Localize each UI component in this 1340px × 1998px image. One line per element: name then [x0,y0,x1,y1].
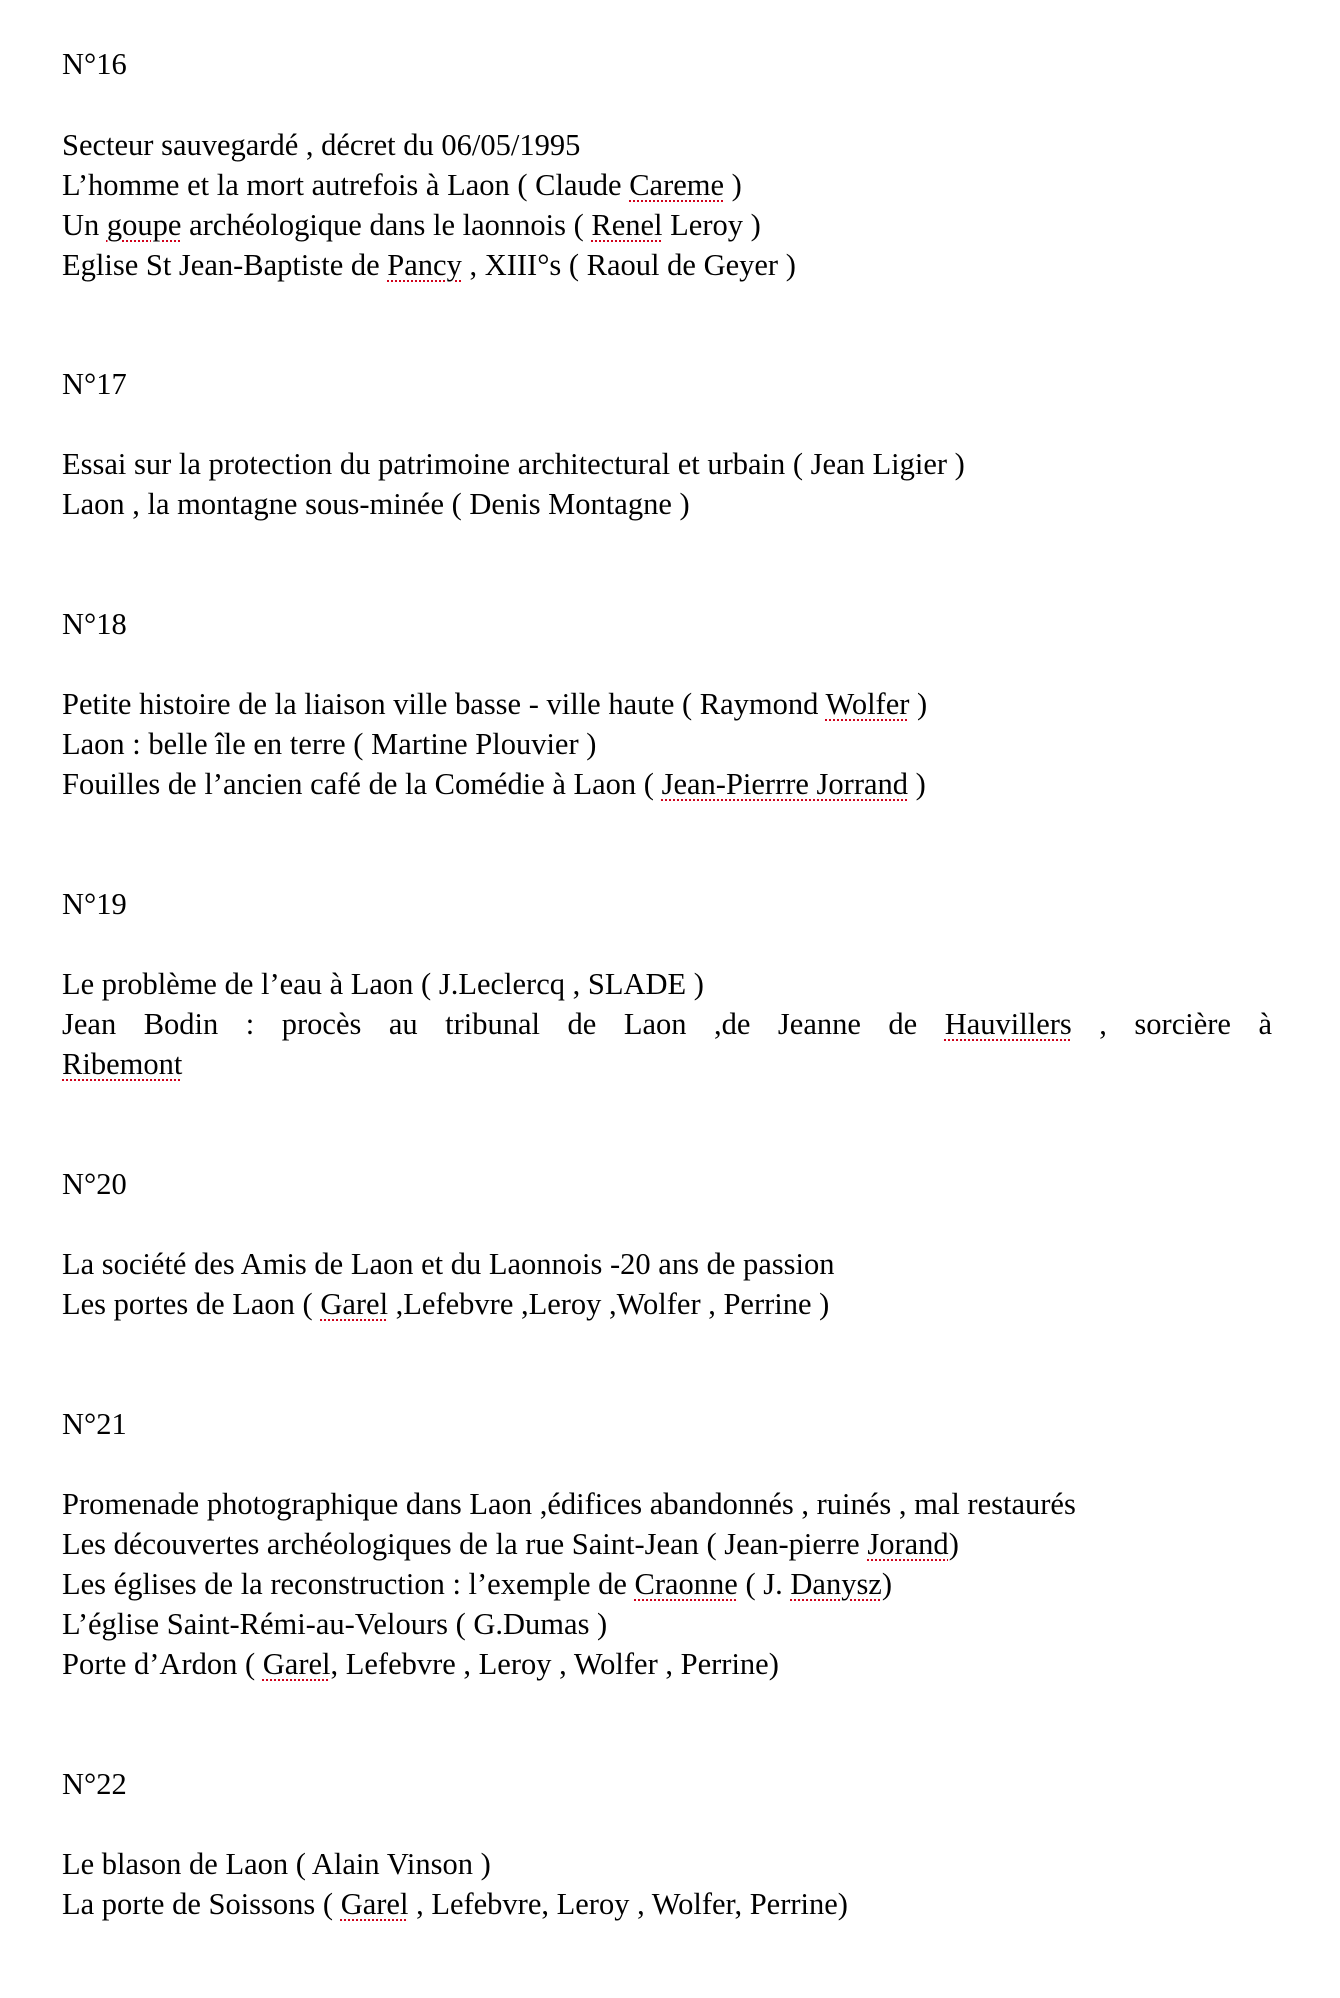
article-entry [62,1524,959,1564]
entry-text: ) [948,1527,959,1561]
entry-text: Le blason de Laon ( Alain Vinson ) [62,1847,491,1881]
spellcheck-word: goupe [106,208,182,242]
spellcheck-word: Garel [320,1287,389,1321]
issue-heading: N°22 [62,1767,127,1801]
entry-text: Les découvertes archéologiques de la rue Saint-Jean ( Jean-pierre [62,1527,868,1561]
entry-text: ) [908,767,926,801]
entry-text: ( J. [737,1567,791,1601]
entry-text: Laon , la montagne sous-minée ( Denis Montagne ) [62,487,690,521]
entry-text: L’homme et la mort autrefois à Laon ( Claude [62,168,630,202]
entry-text: Essai sur la protection du patrimoine architectural et urbain ( Jean Ligier ) [62,447,965,481]
issue-heading: N°18 [62,607,127,641]
entry-text: Les églises de la reconstruction : l’exemple de [62,1567,635,1601]
spellcheck-word: Wolfer [825,687,910,721]
article-entry [62,1484,1076,1524]
spellcheck-word: Ribemont [62,1047,183,1081]
entry-text: La porte de Soissons ( [62,1887,341,1921]
issue-heading: N°17 [62,367,127,401]
article-entry [62,245,796,285]
entry-text: ,Lefebvre ,Leroy ,Wolfer , Perrine ) [388,1287,830,1321]
entry-text: Leroy ) [662,208,761,242]
issue-heading: N°19 [62,887,127,921]
article-entry [62,1604,607,1644]
entry-text: Petite histoire de la liaison ville basse - ville haute ( Raymond [62,687,826,721]
entry-text: Fouilles de l’ancien café de la Comédie à Laon ( [62,767,662,801]
article-entry [62,684,927,724]
spellcheck-word: Renel [591,208,663,242]
spellcheck-word: Garel [340,1887,409,1921]
article-entry [62,764,926,804]
article-entry [62,724,596,764]
article-entry [62,484,690,524]
article-entry [62,1844,491,1884]
spellcheck-word: Craonne [634,1567,738,1601]
entry-text: archéologique dans le laonnois ( [181,208,592,242]
issue-heading: N°16 [62,47,127,81]
entry-text: Les portes de Laon ( [62,1287,321,1321]
article-entry [62,1244,835,1284]
article-entry [62,964,704,1004]
article-entry-continuation [62,1044,182,1084]
entry-text: Eglise St Jean-Baptiste de [62,248,388,282]
entry-text: La société des Amis de Laon et du Laonnois -20 ans de passion [62,1247,835,1281]
entry-text: ) [881,1567,893,1601]
entry-text: Un [62,208,107,242]
article-entry [62,1564,892,1604]
issue-heading: N°20 [62,1167,127,1201]
entry-text: Porte d’Ardon ( [62,1647,263,1681]
entry-text: Promenade photographique dans Laon ,édifices abandonnés , ruinés , mal restaurés [62,1487,1076,1521]
spellcheck-word: Careme [629,168,725,202]
entry-text: ) [909,687,928,721]
spellcheck-word: Danysz [790,1567,882,1601]
entry-text: , Lefebvre, Leroy , Wolfer, Perrine) [408,1887,848,1921]
spellcheck-word: Jean-Pierrre Jorrand [661,767,909,801]
entry-text: Laon : belle île en terre ( Martine Plouvier ) [62,727,597,761]
article-entry [62,1004,1272,1044]
entry-text: , sorcière à [1071,1007,1272,1041]
entry-text: , Lefebvre , Leroy , Wolfer , Perrine) [330,1647,779,1681]
entry-text: Le problème de l’eau à Laon ( J.Leclercq , SLADE ) [62,967,704,1001]
issue-heading: N°21 [62,1407,127,1441]
entry-text: ) [724,168,742,202]
spellcheck-word: Garel [262,1647,331,1681]
spellcheck-word: Hauvillers [944,1007,1072,1041]
entry-text: , XIII°s ( Raoul de Geyer ) [461,248,796,282]
entry-text: Jean Bodin : procès au tribunal de Laon ,de Jeanne de [62,1007,945,1041]
article-entry [62,165,742,205]
article-entry [62,1284,829,1324]
spellcheck-word: Pancy [387,248,462,282]
entry-text: L’église Saint-Rémi-au-Velours ( G.Dumas ) [62,1607,608,1641]
article-entry [62,1644,779,1684]
article-entry [62,1884,848,1924]
spellcheck-word: Jorand [867,1527,949,1561]
article-entry [62,125,580,165]
entry-text: Secteur sauvegardé , décret du 06/05/1995 [62,128,581,162]
article-entry [62,444,965,484]
article-entry [62,205,761,245]
